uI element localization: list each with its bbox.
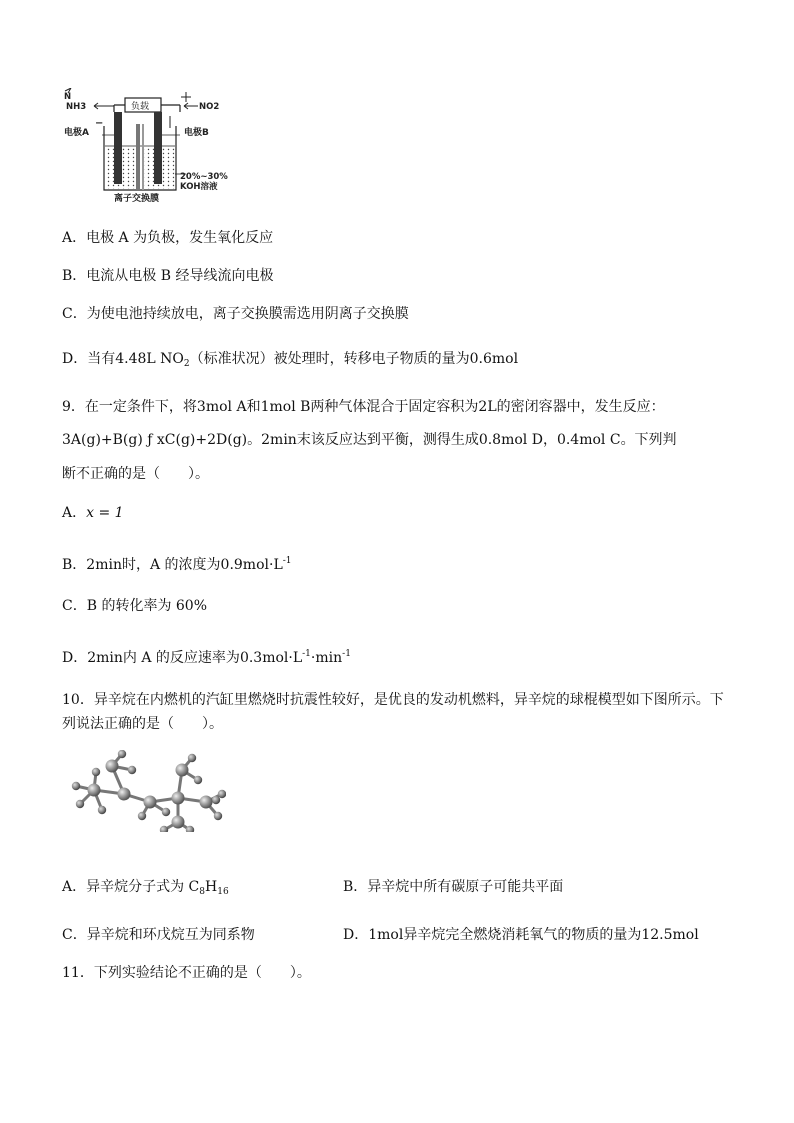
carbon-atom: [200, 796, 213, 809]
hydrogen-atom: [212, 796, 220, 804]
hydrogen-atom: [162, 808, 170, 816]
fuel-cell-diagram: [62, 88, 244, 203]
q9-equation: 3A(g)+B(g) ƒ xC(g)+2D(g): [62, 432, 248, 448]
koh-solution-label: KOH溶液: [180, 182, 218, 192]
q9-stem-text2: 两种气体混合于固定容积为: [310, 399, 479, 415]
q8-d-value: 0.6mol: [469, 351, 519, 367]
q8-d-sub: 2: [183, 359, 190, 369]
q9-b-exp: -1: [282, 556, 292, 566]
q9-amount-a: 3mol A: [196, 399, 247, 415]
hydrogen-atom: [194, 776, 202, 784]
q8-d-amount: 4.48L NO: [115, 351, 184, 367]
q9-b-text: 时，A 的浓度为: [121, 557, 221, 573]
q9-stem-text3: 的密闭容器中，发生反应：: [496, 399, 665, 415]
q9-amount-d: 0.8mol D: [478, 432, 543, 448]
no2-arrow: [181, 92, 191, 102]
q10-a-h: H: [205, 879, 218, 895]
q10-d-text: 异辛烷完全燃烧消耗氧气的物质的量为: [403, 927, 642, 943]
q9-d-exp2: -1: [342, 649, 351, 659]
hydrogen-atom: [138, 812, 146, 820]
q8-option-a: A．电极 A 为负极，发生氧化反应: [62, 230, 274, 246]
q9-volume: 2L: [478, 399, 497, 415]
q9-b-time: 2min: [86, 557, 122, 573]
isooctane-ball-stick-model: [66, 750, 226, 832]
carbon-atom: [176, 764, 189, 777]
q9-period: 。: [247, 432, 262, 448]
q8-option-c: C．为使电池持续放电，离子交换膜需选用阴离子交换膜: [62, 306, 409, 322]
q9-stem-text4: 末该反应达到平衡，测得生成: [296, 432, 479, 448]
q9-b-label: B．: [62, 557, 87, 573]
q9-a-math: x = 1: [86, 505, 124, 521]
nh3-in-label: NH3: [66, 102, 87, 112]
q10-d-value: 12.5mol: [641, 927, 699, 943]
q9-stem-text: 9．在一定条件下，将: [62, 399, 197, 415]
hydrogen-atom: [214, 812, 222, 820]
hydrogen-atom: [72, 782, 80, 790]
koh-concentration-label: 20%~30%: [180, 172, 228, 182]
hydrogen-atom: [188, 754, 196, 762]
minus-sign: −: [95, 118, 104, 129]
q9-stem-line1: [62, 397, 665, 417]
hydrogen-atom: [128, 766, 136, 774]
q10-d-label: D．: [343, 927, 369, 943]
q9-d-label: D．: [62, 650, 88, 666]
q9-stem-line3: 断不正确的是（ ）。: [62, 466, 209, 482]
q9-option-b: [62, 551, 292, 575]
q9-d-unit: ·min: [310, 650, 343, 666]
hydrogen-atom: [76, 800, 84, 808]
q10-stem-line2: 列说法正确的是（ ）。: [62, 716, 223, 732]
membrane-label: 离子交换膜: [114, 194, 160, 203]
ion-exchange-membrane: [136, 124, 140, 190]
q9-a-label: A．: [62, 505, 87, 521]
carbon-atom: [172, 792, 185, 805]
q8-option-b: B．电流从电极 B 经导线流向电极: [62, 268, 274, 284]
q9-stem-text5: 。下列判: [620, 432, 677, 448]
carbon-atom: [172, 816, 185, 829]
q8-option-d: [62, 349, 518, 374]
q10-d-amount: 1mol: [368, 927, 404, 943]
q10-option-c: C．异辛烷和环戊烷互为同系物: [62, 927, 255, 943]
q9-d-value: 0.3mol·L: [239, 650, 303, 666]
electrode-b: [154, 112, 162, 184]
q10-option-a: [62, 877, 229, 902]
q9-d-exp1: -1: [302, 649, 311, 659]
no2-in-label: NO2: [199, 102, 220, 112]
q9-and: 和: [246, 399, 261, 415]
carbon-atom: [144, 796, 157, 809]
hydrogen-atom: [92, 768, 100, 776]
q10-a-text: A．异辛烷分子式为 C: [62, 879, 200, 895]
electrode-b-label: 电极B: [184, 128, 209, 138]
q9-amount-c: 0.4mol C: [556, 432, 621, 448]
carbon-atom: [88, 784, 101, 797]
electrode-a: [114, 112, 122, 184]
hydrogen-atom: [218, 790, 226, 798]
q10-option-d: [343, 925, 699, 945]
q9-stem-line2: [62, 430, 677, 450]
q8-d-pre: D．当有: [62, 351, 116, 367]
q10-a-sub2: 16: [217, 887, 229, 897]
q9-b-value: 0.9mol·L: [220, 557, 283, 573]
q9-option-d: [62, 644, 351, 668]
electrode-a-label: 电极A: [64, 128, 89, 138]
q9-comma: ，: [542, 432, 557, 448]
q11-stem: 11．下列实验结论不正确的是（ ）。: [62, 965, 311, 981]
q9-d-text: 内 A 的反应速率为: [122, 650, 240, 666]
q9-time: 2min: [261, 432, 297, 448]
q10-stem-line1: 10．异辛烷在内燃机的汽缸里燃烧时抗震性较好，是优良的发动机燃料，异辛烷的球棍模型如下图所示。下: [62, 692, 724, 708]
q9-option-c: C．B 的转化率为 60%: [62, 598, 208, 614]
carbon-atom: [106, 760, 119, 773]
q10-option-b: B．异辛烷中所有碳原子可能共平面: [343, 879, 564, 895]
carbon-atom: [118, 788, 131, 801]
n2-out-label: N: [64, 92, 72, 102]
q8-d-post: （标准状况）被处理时，转移电子物质的量为: [189, 351, 470, 367]
q9-amount-b: 1mol B: [260, 399, 311, 415]
q10-a-sub1: 8: [199, 887, 206, 897]
q9-option-a: [62, 503, 124, 523]
q9-d-time: 2min: [87, 650, 123, 666]
load-label: 负载: [131, 102, 150, 112]
hydrogen-atom: [118, 750, 126, 758]
hydrogen-atom: [98, 806, 106, 814]
